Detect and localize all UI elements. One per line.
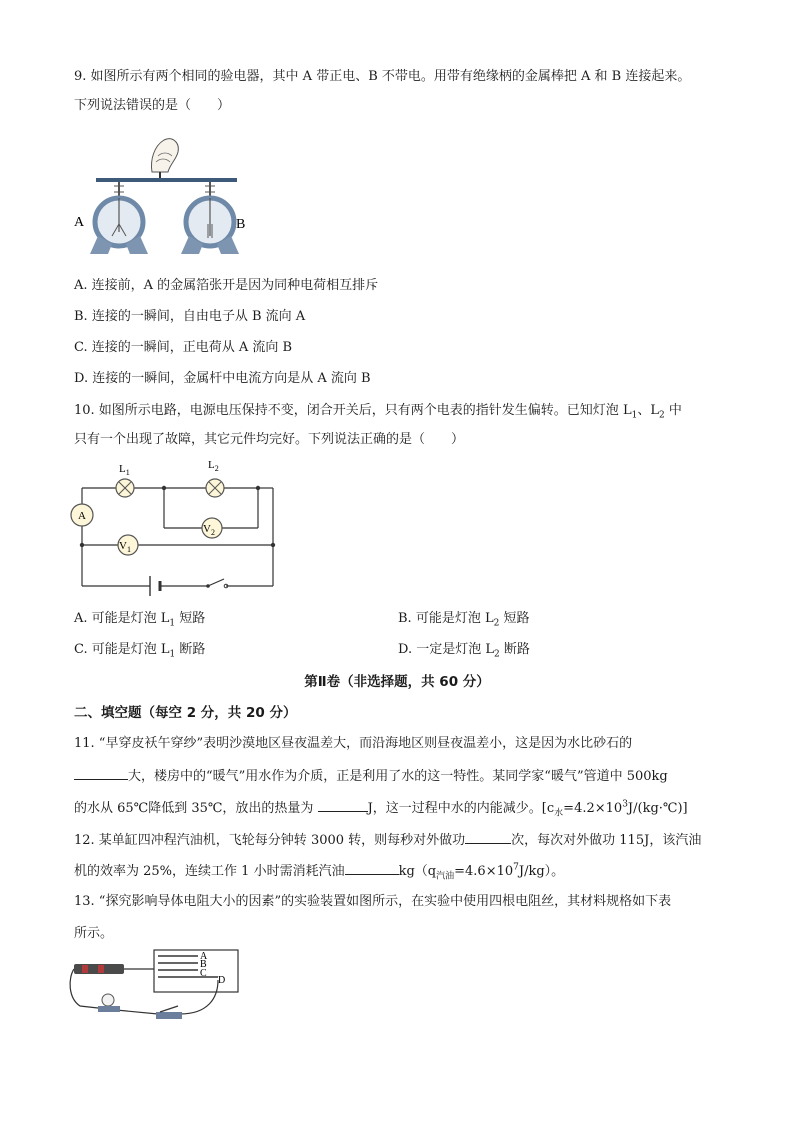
q11-line3: 的水从 65℃降低到 35℃，放出的热量为 J，这一过程中水的内能减少。$[c_水=4.2\times 10^3J/(kg\cdot℃)]$ — [74, 799, 688, 819]
q11-line2: 大，楼房中的“暖气”用水作为介质，正是利用了水的这一特性。某同学家“暖气”管道中 500kg — [74, 767, 668, 786]
fig-label-b: B — [236, 217, 246, 232]
q12-line2: 机的效率为 25%，连续工作 1 小时需消耗汽油 $kg(q_{汽油}=4.6\times 10^7J/kg)$。 — [74, 862, 565, 882]
q9-option-b: B. 连接的一瞬间，自由电子从 B 流向 A — [74, 309, 306, 324]
lamp-l1-label: $L_1$ — [119, 463, 130, 477]
wire-label-d: D — [218, 975, 226, 986]
q9-stem-line2: 下列说法错误的是（ ） — [74, 98, 231, 113]
ammeter-label: A — [78, 510, 86, 522]
q9-stem-line1: 9. 如图所示有两个相同的验电器，其中 A 带正电、B 不带电。用带有绝缘柄的金属棒把 A 和 B 连接起来。 — [74, 69, 691, 84]
electroscope-b — [181, 182, 239, 254]
bulb-icon — [98, 994, 120, 1012]
battery-icon — [74, 964, 124, 974]
q12-line1: 12. 某单缸四冲程汽油机，飞轮每分钟转 3000 转，则每秒对外做功 次，每次对外做功 115J，该汽油 — [74, 833, 702, 848]
answer-blank[interactable] — [318, 799, 368, 812]
wire-label-c: C — [200, 968, 207, 979]
answer-blank[interactable] — [465, 831, 511, 844]
q10-stem-line1: 10. 如图所示电路，电源电压保持不变，闭合开关后，只有两个电表的指针发生偏转。已知灯泡 $L_1$、$L_2$ 中 — [74, 403, 682, 421]
q11-line1: 11. “早穿皮袄午穿纱”表明沙漠地区昼夜温差大，而沿海地区则昼夜温差小，这是因为水比砂石的 — [74, 736, 633, 751]
battery-icon — [150, 576, 160, 596]
voltmeter-v2-label: $V_2$ — [203, 523, 215, 537]
metal-rod — [96, 178, 237, 182]
wire-label-b: B — [200, 959, 207, 970]
lamp-l1-icon — [116, 479, 134, 497]
q10-stem-line2: 只有一个出现了故障，其它元件均完好。下列说法正确的是（ ） — [74, 432, 465, 447]
q10-option-b: B. 可能是灯泡 $L_2$ 短路 — [398, 611, 530, 629]
lamp-l2-icon — [206, 479, 224, 497]
q10-option-a: A. 可能是灯泡 $L_1$ 短路 — [74, 611, 206, 629]
electroscope-a — [90, 182, 148, 254]
part2-title: 第Ⅱ卷（非选择题，共 60 分） — [304, 674, 490, 690]
section2-title: 二、填空题（每空 2 分，共 20 分） — [74, 705, 297, 721]
hand-icon — [152, 139, 179, 180]
q13-line2: 所示。 — [74, 926, 114, 941]
q13-resistance-apparatus — [68, 948, 240, 1028]
q9-electroscope-figure — [72, 132, 252, 262]
q10-option-d: D. 一定是灯泡 $L_2$ 断路 — [398, 642, 530, 660]
answer-blank[interactable] — [74, 767, 128, 780]
q9-option-d: D. 连接的一瞬间，金属杆中电流方向是从 A 流向 B — [74, 371, 371, 386]
q9-option-c: C. 连接的一瞬间，正电荷从 A 流向 B — [74, 340, 293, 355]
lamp-l2-label: $L_2$ — [208, 459, 219, 473]
q10-circuit-diagram — [68, 456, 284, 604]
q9-option-a: A. 连接前，A 的金属箔张开是因为同种电荷相互排斥 — [74, 278, 379, 293]
switch-icon — [156, 1006, 182, 1019]
wire-label-a: A — [200, 951, 208, 962]
fig-label-a: A — [74, 215, 85, 230]
voltmeter-v1-label: $V_1$ — [119, 540, 131, 554]
answer-blank[interactable] — [345, 862, 399, 875]
q13-line1: 13. “探究影响导体电阻大小的因素”的实验装置如图所示，在实验中使用四根电阻丝，其材料规格如下表 — [74, 894, 672, 909]
q10-option-c: C. 可能是灯泡 $L_1$ 断路 — [74, 642, 206, 660]
